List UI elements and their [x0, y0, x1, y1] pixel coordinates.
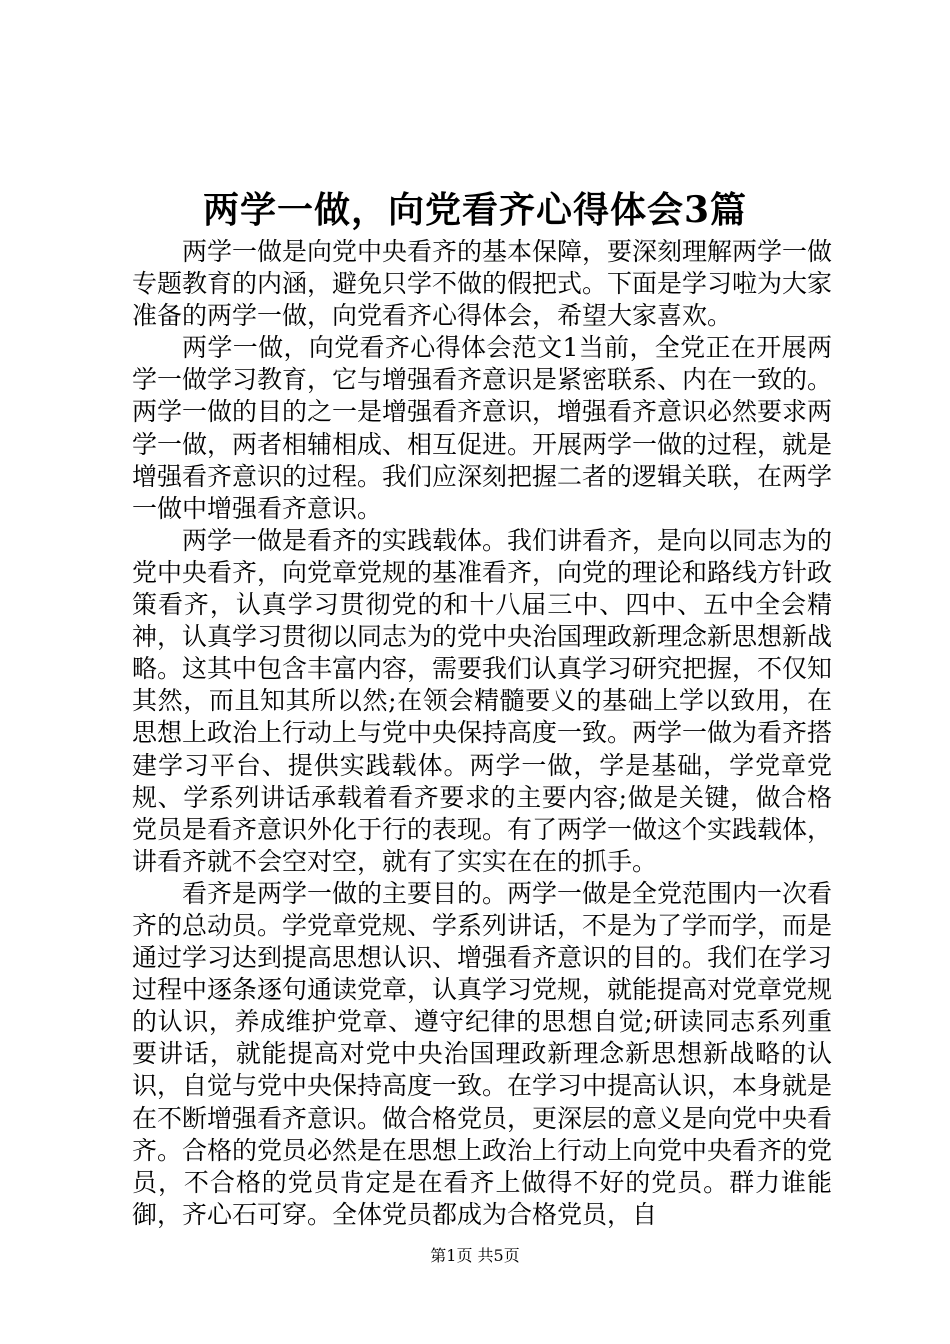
paragraph-main-purpose: 看齐是两学一做的主要目的。两学一做是全党范围内一次看齐的总动员。学党章党规、学系列讲话，不是为了学而学，而是通过学习达到提高思想认识、增强看齐意识的目的。我们在学习过程中逐条逐句通读党章，认真学习党规，就能提高对党章党规的认识，养成维护党章、遵守纪律的思想自觉;研读同志系列重要讲话，就能提高对党中央治国理政新理念新思想新战略的认识，自觉与党中央保持高度一致。在学习中提高认识，本身就是在不断增强看齐意识。做合格党员，更深层的意义是向党中央看齐。合格的党员必然是在思想上政治上行动上向党中央看齐的党员，不合格的党员肯定是在看齐上做得不好的党员。群力谁能御，齐心石可穿。全体党员都成为合格党员，自	[132, 878, 833, 1229]
paragraph-essay-1: 两学一做，向党看齐心得体会范文1当前，全党正在开展两学一做学习教育，它与增强看齐意识是紧密联系、内在一致的。两学一做的目的之一是增强看齐意识，增强看齐意识必然要求两学一做，两者相辅相成、相互促进。开展两学一做的过程，就是增强看齐意识的过程。我们应深刻把握二者的逻辑关联，在两学一做中增强看齐意识。	[132, 333, 833, 523]
document-body	[132, 236, 832, 1231]
page-number-footer: 第1页 共5页	[430, 1246, 520, 1265]
document-title: 两学一做，向党看齐心得体会3篇	[202, 189, 748, 231]
paragraph-practice-carrier: 两学一做是看齐的实践载体。我们讲看齐，是向以同志为的党中央看齐，向党章党规的基准看齐，向党的理论和路线方针政策看齐，认真学习贯彻党的和十八届三中、四中、五中全会精神，认真学习贯彻以同志为的党中央治国理政新理念新思想新战略。这其中包含丰富内容，需要我们认真学习研究把握，不仅知其然，而且知其所以然;在领会精髓要义的基础上学以致用，在思想上政治上行动上与党中央保持高度一致。两学一做为看齐搭建学习平台、提供实践载体。两学一做，学是基础，学党章党规、学系列讲话承载着看齐要求的主要内容;做是关键，做合格党员是看齐意识外化于行的表现。有了两学一做这个实践载体，讲看齐就不会空对空，就有了实实在在的抓手。	[132, 525, 833, 876]
paragraph-intro: 两学一做是向党中央看齐的基本保障，要深刻理解两学一做专题教育的内涵，避免只学不做的假把式。下面是学习啦为大家准备的两学一做，向党看齐心得体会，希望大家喜欢。	[132, 237, 833, 331]
